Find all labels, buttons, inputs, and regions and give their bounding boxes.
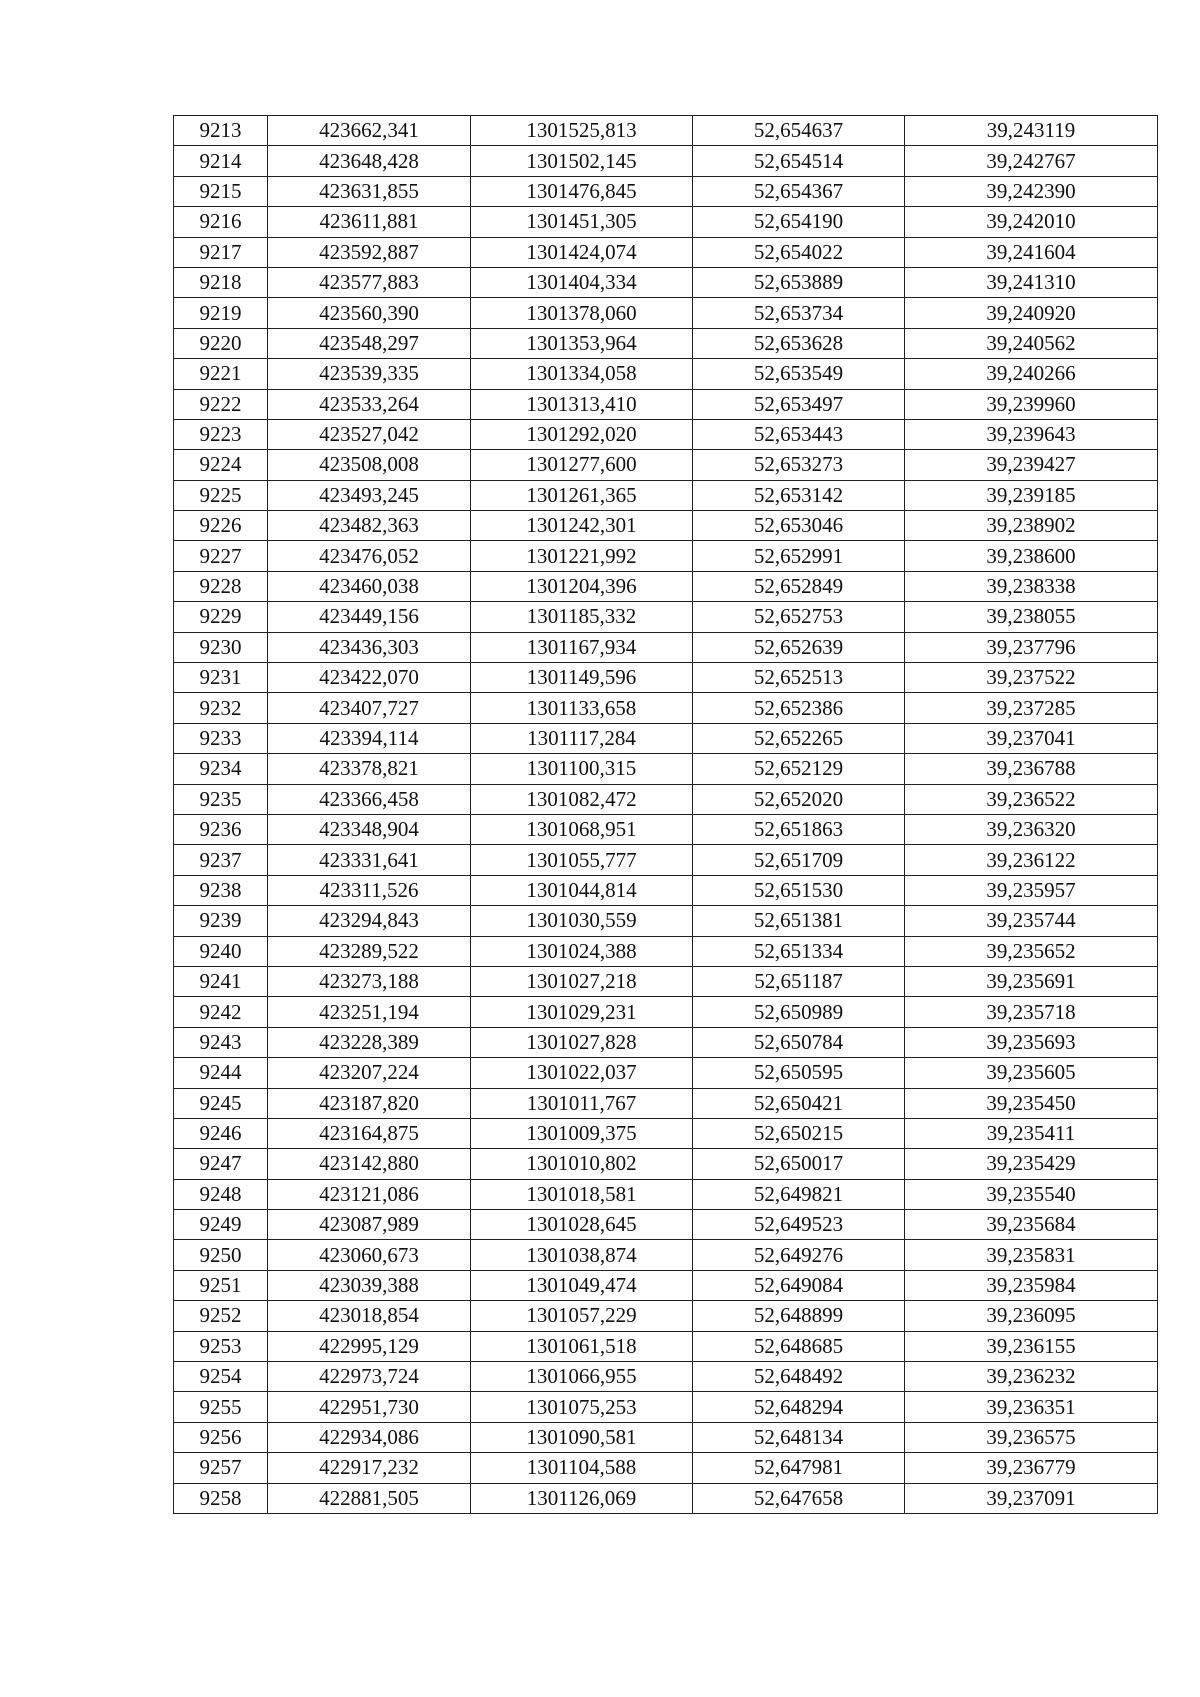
x-coordinate-cell: 422934,086	[268, 1422, 471, 1452]
x-coordinate-cell: 423449,156	[268, 602, 471, 632]
latitude-cell: 52,651709	[693, 845, 905, 875]
point-number-cell: 9225	[174, 480, 268, 510]
latitude-cell: 52,651863	[693, 814, 905, 844]
longitude-cell: 39,235718	[905, 997, 1158, 1027]
x-coordinate-cell: 423548,297	[268, 328, 471, 358]
latitude-cell: 52,648685	[693, 1331, 905, 1361]
coordinates-table-body	[174, 116, 1158, 1514]
latitude-cell: 52,652991	[693, 541, 905, 571]
longitude-cell: 39,240920	[905, 298, 1158, 328]
x-coordinate-cell: 423577,883	[268, 267, 471, 297]
point-number-cell: 9254	[174, 1362, 268, 1392]
x-coordinate-cell: 423482,363	[268, 511, 471, 541]
longitude-cell: 39,240266	[905, 359, 1158, 389]
longitude-cell: 39,241604	[905, 237, 1158, 267]
table-row	[174, 541, 1158, 571]
point-number-cell: 9252	[174, 1301, 268, 1331]
table-row	[174, 1179, 1158, 1209]
x-coordinate-cell: 423207,224	[268, 1058, 471, 1088]
table-row	[174, 906, 1158, 936]
point-number-cell: 9215	[174, 176, 268, 206]
table-row	[174, 754, 1158, 784]
x-coordinate-cell: 422995,129	[268, 1331, 471, 1361]
y-coordinate-cell: 1301525,813	[471, 116, 693, 146]
longitude-cell: 39,242767	[905, 146, 1158, 176]
x-coordinate-cell: 423060,673	[268, 1240, 471, 1270]
point-number-cell: 9249	[174, 1210, 268, 1240]
latitude-cell: 52,649084	[693, 1270, 905, 1300]
table-row	[174, 1301, 1158, 1331]
x-coordinate-cell: 423662,341	[268, 116, 471, 146]
point-number-cell: 9230	[174, 632, 268, 662]
y-coordinate-cell: 1301029,231	[471, 997, 693, 1027]
longitude-cell: 39,236122	[905, 845, 1158, 875]
latitude-cell: 52,651530	[693, 875, 905, 905]
y-coordinate-cell: 1301424,074	[471, 237, 693, 267]
longitude-cell: 39,235831	[905, 1240, 1158, 1270]
point-number-cell: 9217	[174, 237, 268, 267]
y-coordinate-cell: 1301030,559	[471, 906, 693, 936]
table-row	[174, 936, 1158, 966]
x-coordinate-cell: 422917,232	[268, 1453, 471, 1483]
table-row	[174, 966, 1158, 996]
latitude-cell: 52,652753	[693, 602, 905, 632]
point-number-cell: 9241	[174, 966, 268, 996]
y-coordinate-cell: 1301100,315	[471, 754, 693, 784]
latitude-cell: 52,654514	[693, 146, 905, 176]
x-coordinate-cell: 423378,821	[268, 754, 471, 784]
x-coordinate-cell: 423289,522	[268, 936, 471, 966]
table-row	[174, 1240, 1158, 1270]
latitude-cell: 52,648899	[693, 1301, 905, 1331]
latitude-cell: 52,654367	[693, 176, 905, 206]
point-number-cell: 9257	[174, 1453, 268, 1483]
table-row	[174, 814, 1158, 844]
y-coordinate-cell: 1301313,410	[471, 389, 693, 419]
latitude-cell: 52,652513	[693, 663, 905, 693]
x-coordinate-cell: 423508,008	[268, 450, 471, 480]
table-row	[174, 1422, 1158, 1452]
x-coordinate-cell: 423422,070	[268, 663, 471, 693]
longitude-cell: 39,237522	[905, 663, 1158, 693]
latitude-cell: 52,650784	[693, 1027, 905, 1057]
longitude-cell: 39,243119	[905, 116, 1158, 146]
table-row	[174, 1027, 1158, 1057]
y-coordinate-cell: 1301027,218	[471, 966, 693, 996]
longitude-cell: 39,235540	[905, 1179, 1158, 1209]
latitude-cell: 52,652849	[693, 571, 905, 601]
point-number-cell: 9240	[174, 936, 268, 966]
latitude-cell: 52,649276	[693, 1240, 905, 1270]
x-coordinate-cell: 423560,390	[268, 298, 471, 328]
point-number-cell: 9237	[174, 845, 268, 875]
table-row	[174, 1392, 1158, 1422]
point-number-cell: 9228	[174, 571, 268, 601]
table-row	[174, 1270, 1158, 1300]
point-number-cell: 9250	[174, 1240, 268, 1270]
latitude-cell: 52,650421	[693, 1088, 905, 1118]
x-coordinate-cell: 423311,526	[268, 875, 471, 905]
point-number-cell: 9231	[174, 663, 268, 693]
point-number-cell: 9255	[174, 1392, 268, 1422]
point-number-cell: 9227	[174, 541, 268, 571]
latitude-cell: 52,654190	[693, 207, 905, 237]
y-coordinate-cell: 1301261,365	[471, 480, 693, 510]
y-coordinate-cell: 1301011,767	[471, 1088, 693, 1118]
latitude-cell: 52,652386	[693, 693, 905, 723]
table-row	[174, 1149, 1158, 1179]
longitude-cell: 39,238055	[905, 602, 1158, 632]
latitude-cell: 52,650215	[693, 1118, 905, 1148]
x-coordinate-cell: 422881,505	[268, 1483, 471, 1513]
x-coordinate-cell: 423039,388	[268, 1270, 471, 1300]
x-coordinate-cell: 423348,904	[268, 814, 471, 844]
x-coordinate-cell: 423527,042	[268, 419, 471, 449]
table-row	[174, 693, 1158, 723]
table-row	[174, 237, 1158, 267]
x-coordinate-cell: 423121,086	[268, 1179, 471, 1209]
point-number-cell: 9216	[174, 207, 268, 237]
longitude-cell: 39,240562	[905, 328, 1158, 358]
latitude-cell: 52,653273	[693, 450, 905, 480]
table-row	[174, 176, 1158, 206]
table-row	[174, 663, 1158, 693]
longitude-cell: 39,239185	[905, 480, 1158, 510]
longitude-cell: 39,241310	[905, 267, 1158, 297]
table-row	[174, 1483, 1158, 1513]
point-number-cell: 9234	[174, 754, 268, 784]
latitude-cell: 52,652020	[693, 784, 905, 814]
longitude-cell: 39,235744	[905, 906, 1158, 936]
point-number-cell: 9220	[174, 328, 268, 358]
latitude-cell: 52,653142	[693, 480, 905, 510]
latitude-cell: 52,647981	[693, 1453, 905, 1483]
longitude-cell: 39,236779	[905, 1453, 1158, 1483]
y-coordinate-cell: 1301075,253	[471, 1392, 693, 1422]
latitude-cell: 52,653734	[693, 298, 905, 328]
longitude-cell: 39,239643	[905, 419, 1158, 449]
x-coordinate-cell: 423407,727	[268, 693, 471, 723]
x-coordinate-cell: 423539,335	[268, 359, 471, 389]
table-row	[174, 298, 1158, 328]
table-row	[174, 602, 1158, 632]
x-coordinate-cell: 423294,843	[268, 906, 471, 936]
latitude-cell: 52,651381	[693, 906, 905, 936]
latitude-cell: 52,649523	[693, 1210, 905, 1240]
latitude-cell: 52,652639	[693, 632, 905, 662]
longitude-cell: 39,242390	[905, 176, 1158, 206]
y-coordinate-cell: 1301068,951	[471, 814, 693, 844]
x-coordinate-cell: 423648,428	[268, 146, 471, 176]
x-coordinate-cell: 423460,038	[268, 571, 471, 601]
y-coordinate-cell: 1301027,828	[471, 1027, 693, 1057]
point-number-cell: 9258	[174, 1483, 268, 1513]
y-coordinate-cell: 1301082,472	[471, 784, 693, 814]
x-coordinate-cell: 422973,724	[268, 1362, 471, 1392]
longitude-cell: 39,235652	[905, 936, 1158, 966]
longitude-cell: 39,236232	[905, 1362, 1158, 1392]
y-coordinate-cell: 1301117,284	[471, 723, 693, 753]
x-coordinate-cell: 423476,052	[268, 541, 471, 571]
table-row	[174, 1088, 1158, 1118]
latitude-cell: 52,653497	[693, 389, 905, 419]
point-number-cell: 9226	[174, 511, 268, 541]
y-coordinate-cell: 1301066,955	[471, 1362, 693, 1392]
x-coordinate-cell: 423251,194	[268, 997, 471, 1027]
y-coordinate-cell: 1301277,600	[471, 450, 693, 480]
point-number-cell: 9246	[174, 1118, 268, 1148]
x-coordinate-cell: 423331,641	[268, 845, 471, 875]
table-row	[174, 511, 1158, 541]
longitude-cell: 39,237091	[905, 1483, 1158, 1513]
point-number-cell: 9224	[174, 450, 268, 480]
y-coordinate-cell: 1301353,964	[471, 328, 693, 358]
table-row	[174, 328, 1158, 358]
latitude-cell: 52,649821	[693, 1179, 905, 1209]
longitude-cell: 39,239960	[905, 389, 1158, 419]
table-row	[174, 1058, 1158, 1088]
x-coordinate-cell: 423592,887	[268, 237, 471, 267]
x-coordinate-cell: 423366,458	[268, 784, 471, 814]
table-row	[174, 997, 1158, 1027]
latitude-cell: 52,652129	[693, 754, 905, 784]
latitude-cell: 52,652265	[693, 723, 905, 753]
latitude-cell: 52,653628	[693, 328, 905, 358]
table-row	[174, 207, 1158, 237]
y-coordinate-cell: 1301024,388	[471, 936, 693, 966]
table-row	[174, 116, 1158, 146]
point-number-cell: 9247	[174, 1149, 268, 1179]
y-coordinate-cell: 1301221,992	[471, 541, 693, 571]
longitude-cell: 39,235691	[905, 966, 1158, 996]
longitude-cell: 39,236522	[905, 784, 1158, 814]
latitude-cell: 52,653889	[693, 267, 905, 297]
x-coordinate-cell: 422951,730	[268, 1392, 471, 1422]
longitude-cell: 39,235984	[905, 1270, 1158, 1300]
table-row	[174, 1331, 1158, 1361]
longitude-cell: 39,235429	[905, 1149, 1158, 1179]
y-coordinate-cell: 1301010,802	[471, 1149, 693, 1179]
point-number-cell: 9218	[174, 267, 268, 297]
point-number-cell: 9223	[174, 419, 268, 449]
longitude-cell: 39,235411	[905, 1118, 1158, 1148]
x-coordinate-cell: 423273,188	[268, 966, 471, 996]
latitude-cell: 52,653549	[693, 359, 905, 389]
y-coordinate-cell: 1301133,658	[471, 693, 693, 723]
point-number-cell: 9235	[174, 784, 268, 814]
latitude-cell: 52,648492	[693, 1362, 905, 1392]
point-number-cell: 9251	[174, 1270, 268, 1300]
y-coordinate-cell: 1301126,069	[471, 1483, 693, 1513]
latitude-cell: 52,650595	[693, 1058, 905, 1088]
y-coordinate-cell: 1301038,874	[471, 1240, 693, 1270]
y-coordinate-cell: 1301502,145	[471, 146, 693, 176]
longitude-cell: 39,238902	[905, 511, 1158, 541]
x-coordinate-cell: 423142,880	[268, 1149, 471, 1179]
x-coordinate-cell: 423018,854	[268, 1301, 471, 1331]
x-coordinate-cell: 423436,303	[268, 632, 471, 662]
longitude-cell: 39,237796	[905, 632, 1158, 662]
latitude-cell: 52,651187	[693, 966, 905, 996]
table-row	[174, 450, 1158, 480]
point-number-cell: 9242	[174, 997, 268, 1027]
longitude-cell: 39,242010	[905, 207, 1158, 237]
y-coordinate-cell: 1301149,596	[471, 663, 693, 693]
point-number-cell: 9221	[174, 359, 268, 389]
point-number-cell: 9219	[174, 298, 268, 328]
point-number-cell: 9222	[174, 389, 268, 419]
latitude-cell: 52,651334	[693, 936, 905, 966]
latitude-cell: 52,653443	[693, 419, 905, 449]
longitude-cell: 39,236155	[905, 1331, 1158, 1361]
y-coordinate-cell: 1301061,518	[471, 1331, 693, 1361]
x-coordinate-cell: 423493,245	[268, 480, 471, 510]
table-row	[174, 875, 1158, 905]
y-coordinate-cell: 1301378,060	[471, 298, 693, 328]
point-number-cell: 9245	[174, 1088, 268, 1118]
y-coordinate-cell: 1301090,581	[471, 1422, 693, 1452]
x-coordinate-cell: 423187,820	[268, 1088, 471, 1118]
y-coordinate-cell: 1301167,934	[471, 632, 693, 662]
longitude-cell: 39,236320	[905, 814, 1158, 844]
longitude-cell: 39,235957	[905, 875, 1158, 905]
latitude-cell: 52,648134	[693, 1422, 905, 1452]
latitude-cell: 52,650989	[693, 997, 905, 1027]
point-number-cell: 9239	[174, 906, 268, 936]
y-coordinate-cell: 1301292,020	[471, 419, 693, 449]
table-row	[174, 419, 1158, 449]
longitude-cell: 39,235693	[905, 1027, 1158, 1057]
table-row	[174, 480, 1158, 510]
table-row	[174, 571, 1158, 601]
latitude-cell: 52,647658	[693, 1483, 905, 1513]
y-coordinate-cell: 1301476,845	[471, 176, 693, 206]
y-coordinate-cell: 1301334,058	[471, 359, 693, 389]
point-number-cell: 9244	[174, 1058, 268, 1088]
table-row	[174, 784, 1158, 814]
longitude-cell: 39,235605	[905, 1058, 1158, 1088]
point-number-cell: 9213	[174, 116, 268, 146]
x-coordinate-cell: 423164,875	[268, 1118, 471, 1148]
latitude-cell: 52,648294	[693, 1392, 905, 1422]
table-row	[174, 1362, 1158, 1392]
x-coordinate-cell: 423228,389	[268, 1027, 471, 1057]
table-row	[174, 359, 1158, 389]
y-coordinate-cell: 1301104,588	[471, 1453, 693, 1483]
y-coordinate-cell: 1301204,396	[471, 571, 693, 601]
latitude-cell: 52,654637	[693, 116, 905, 146]
y-coordinate-cell: 1301018,581	[471, 1179, 693, 1209]
y-coordinate-cell: 1301022,037	[471, 1058, 693, 1088]
y-coordinate-cell: 1301049,474	[471, 1270, 693, 1300]
longitude-cell: 39,238338	[905, 571, 1158, 601]
point-number-cell: 9236	[174, 814, 268, 844]
longitude-cell: 39,235684	[905, 1210, 1158, 1240]
longitude-cell: 39,237041	[905, 723, 1158, 753]
y-coordinate-cell: 1301057,229	[471, 1301, 693, 1331]
table-row	[174, 632, 1158, 662]
y-coordinate-cell: 1301009,375	[471, 1118, 693, 1148]
table-row	[174, 1453, 1158, 1483]
longitude-cell: 39,236575	[905, 1422, 1158, 1452]
longitude-cell: 39,235450	[905, 1088, 1158, 1118]
point-number-cell: 9232	[174, 693, 268, 723]
x-coordinate-cell: 423533,264	[268, 389, 471, 419]
x-coordinate-cell: 423631,855	[268, 176, 471, 206]
y-coordinate-cell: 1301055,777	[471, 845, 693, 875]
point-number-cell: 9214	[174, 146, 268, 176]
y-coordinate-cell: 1301044,814	[471, 875, 693, 905]
x-coordinate-cell: 423087,989	[268, 1210, 471, 1240]
table-row	[174, 389, 1158, 419]
coordinates-table	[173, 115, 1158, 1514]
y-coordinate-cell: 1301185,332	[471, 602, 693, 632]
table-row	[174, 146, 1158, 176]
point-number-cell: 9238	[174, 875, 268, 905]
point-number-cell: 9243	[174, 1027, 268, 1057]
y-coordinate-cell: 1301451,305	[471, 207, 693, 237]
latitude-cell: 52,654022	[693, 237, 905, 267]
point-number-cell: 9253	[174, 1331, 268, 1361]
latitude-cell: 52,650017	[693, 1149, 905, 1179]
y-coordinate-cell: 1301242,301	[471, 511, 693, 541]
y-coordinate-cell: 1301028,645	[471, 1210, 693, 1240]
longitude-cell: 39,236351	[905, 1392, 1158, 1422]
table-row	[174, 845, 1158, 875]
table-row	[174, 723, 1158, 753]
point-number-cell: 9229	[174, 602, 268, 632]
point-number-cell: 9248	[174, 1179, 268, 1209]
table-row	[174, 267, 1158, 297]
table-row	[174, 1210, 1158, 1240]
longitude-cell: 39,237285	[905, 693, 1158, 723]
table-row	[174, 1118, 1158, 1148]
y-coordinate-cell: 1301404,334	[471, 267, 693, 297]
latitude-cell: 52,653046	[693, 511, 905, 541]
point-number-cell: 9233	[174, 723, 268, 753]
longitude-cell: 39,236788	[905, 754, 1158, 784]
x-coordinate-cell: 423611,881	[268, 207, 471, 237]
x-coordinate-cell: 423394,114	[268, 723, 471, 753]
longitude-cell: 39,239427	[905, 450, 1158, 480]
longitude-cell: 39,236095	[905, 1301, 1158, 1331]
point-number-cell: 9256	[174, 1422, 268, 1452]
longitude-cell: 39,238600	[905, 541, 1158, 571]
